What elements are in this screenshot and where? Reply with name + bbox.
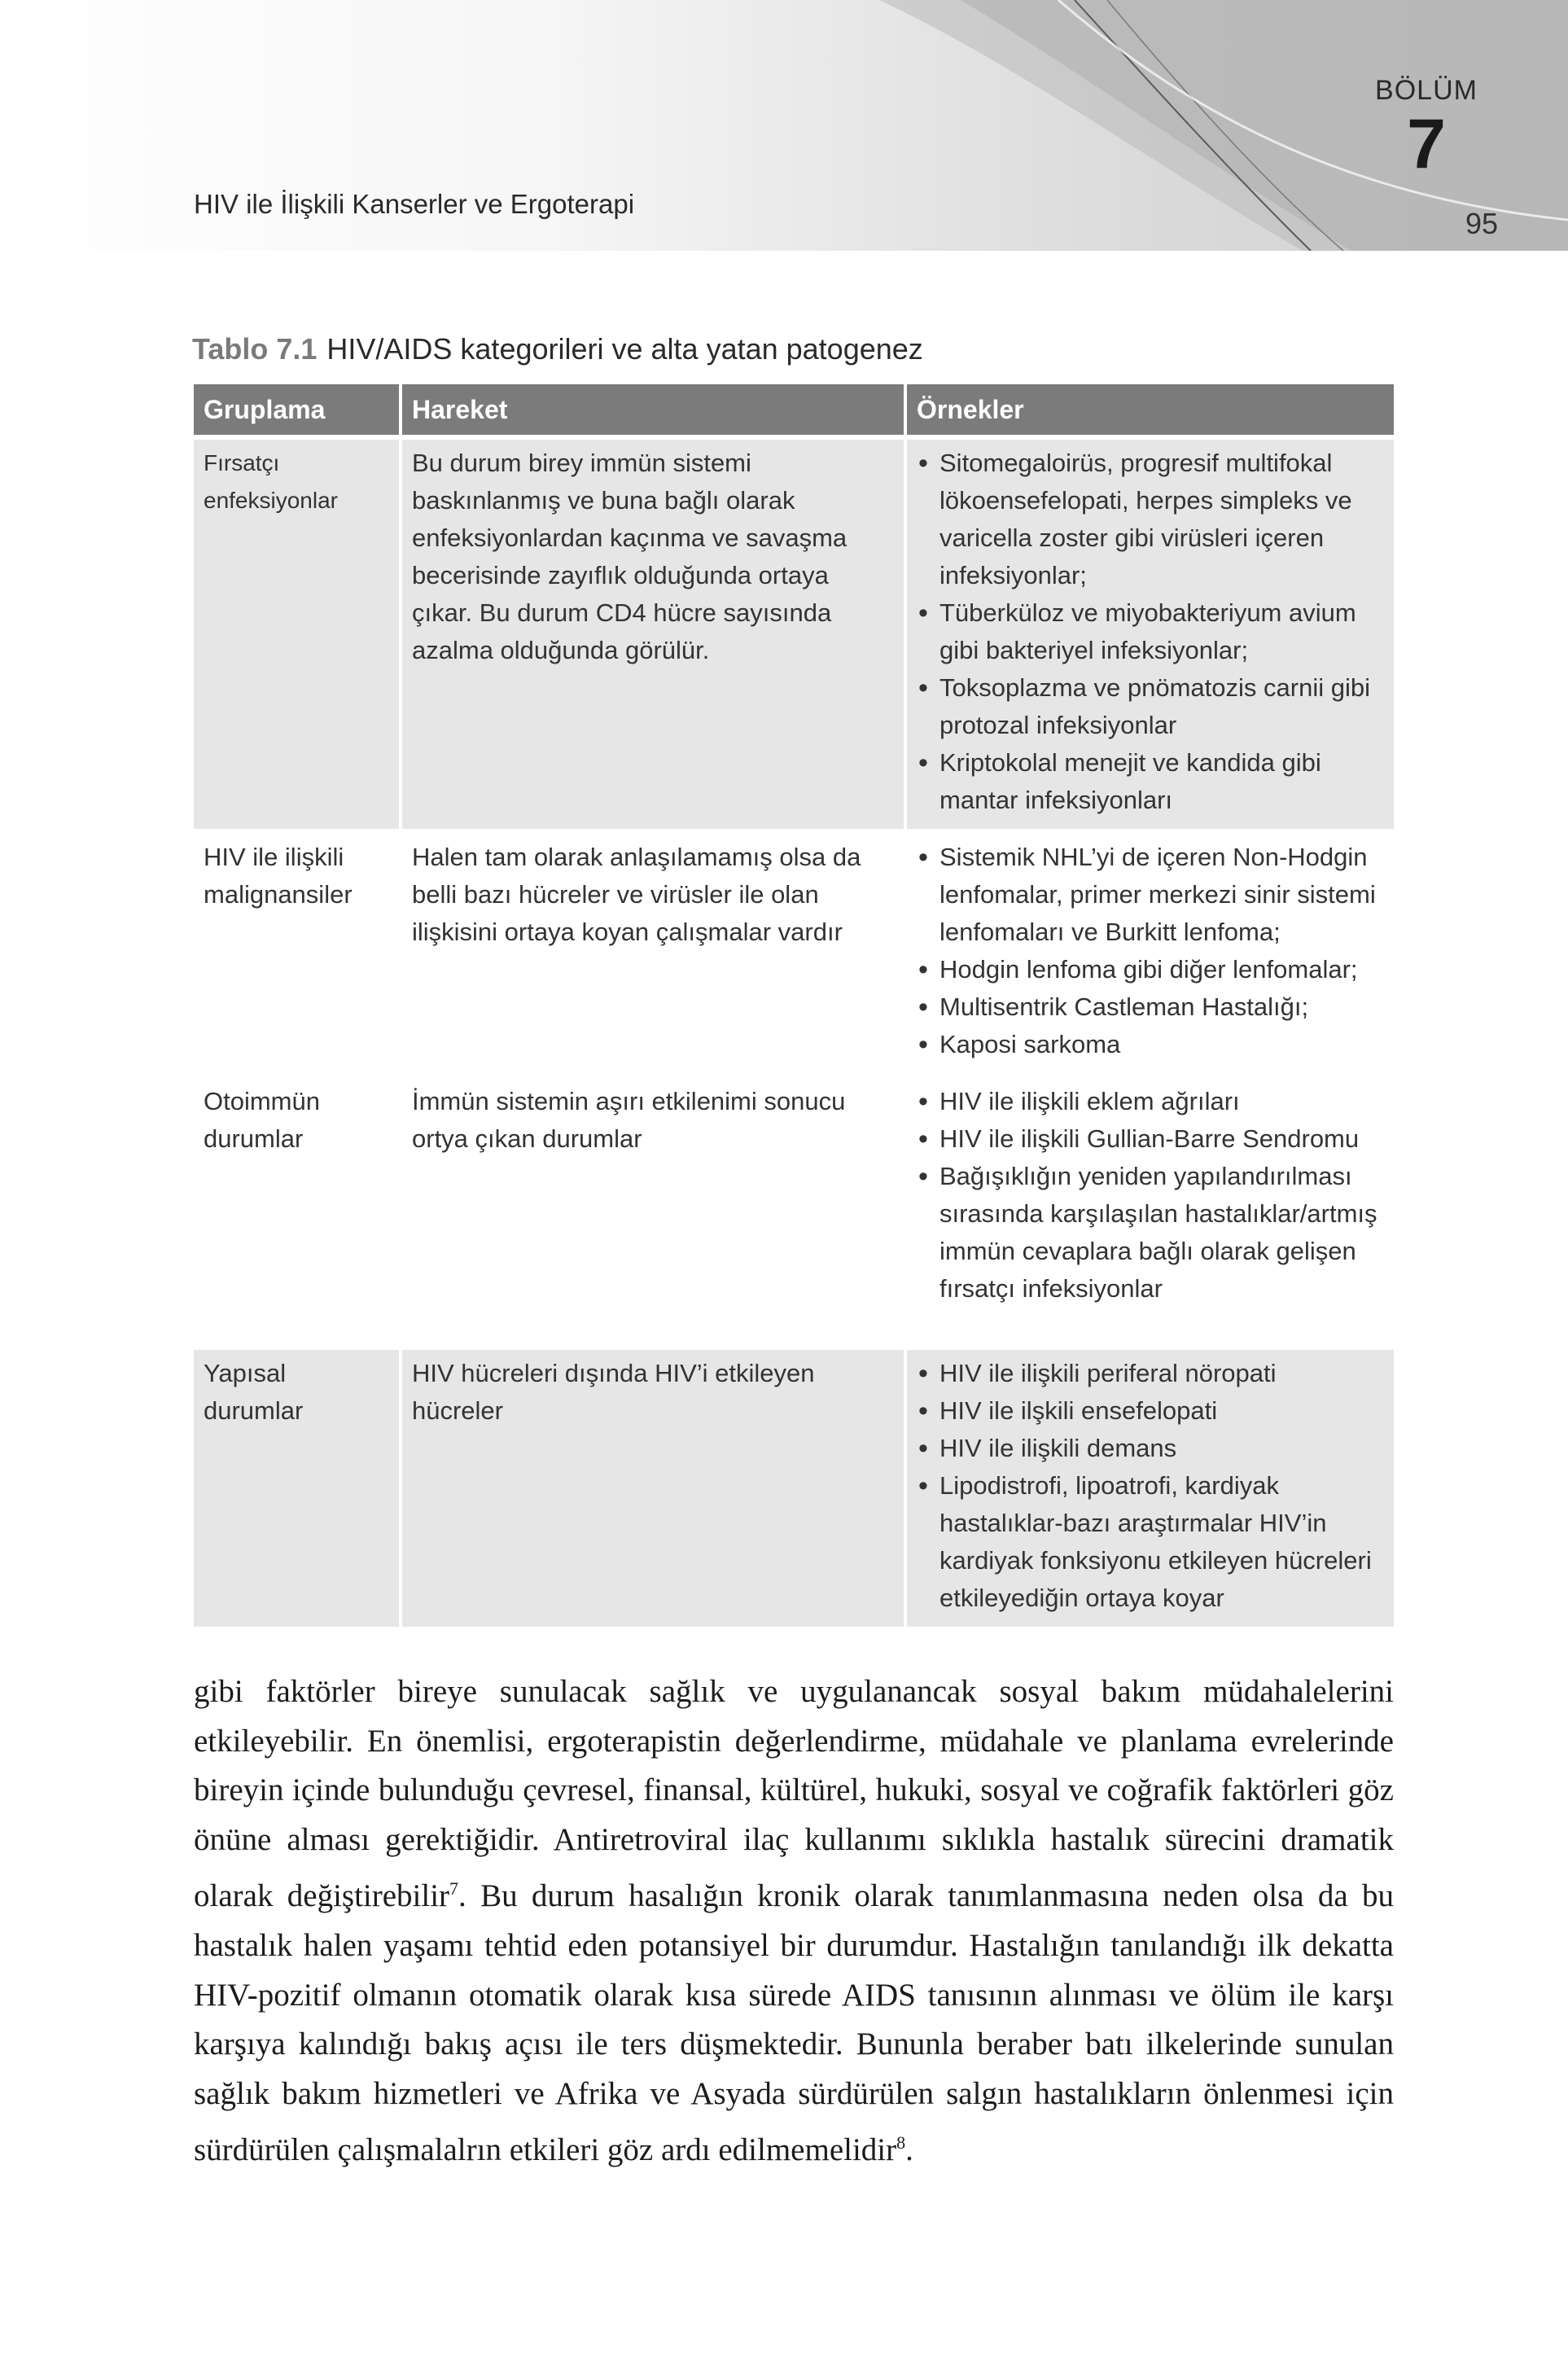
cell-examples [905,831,1394,1076]
cell-group: Fırsatçı enfeksiyonlar [194,437,401,831]
cell-group: Yapısal durumlar [194,1347,401,1627]
body-text-part: . [905,2132,913,2168]
table-row [194,1076,1394,1347]
reference-marker: 7 [449,1878,459,1899]
cell-examples [905,1076,1394,1347]
examples-list [917,1355,1384,1617]
list-item: • Toksoplazma ve pnömatozis carnii gibi protozal infeksiyonlar [917,669,1384,744]
table-row [194,831,1394,1076]
examples-list [917,1083,1384,1308]
cell-action: Bu durum birey immün sistemi baskınlanmış ve buna bağlı olarak enfeksiyonlardan kaçınma ve savaşma becerisinde zayıflık olduğunda ortaya çıkar. Bu durum CD4 hücre sayısında azalma olduğunda görülür. [401,437,905,831]
list-item: • HIV ile ilişkili Gullian-Barre Sendromu [917,1120,1384,1158]
cell-group: HIV ile ilişkili malignansiler [194,831,401,1076]
table-header-row [194,384,1394,437]
page-header [0,0,1568,251]
table-row [194,437,1394,831]
table-row [194,1347,1394,1627]
chapter-number: 7 [1407,105,1446,183]
examples-list [917,839,1384,1063]
list-item: • Multisentrik Castleman Hastalığı; [917,988,1384,1026]
examples-list [917,445,1384,819]
cell-group: Otoimmün durumlar [194,1076,401,1347]
body-text-part: . Bu durum hasalığın kronik olarak tanımlanmasına neden olsa da bu hastalık halen yaşamı tehtid eden potansiyel bir durumdur. Hastalığın tanılandığı ilk dekatta HIV-pozitif olmanın otomatik olarak kısa sürede AIDS tanısının alınması ve ölüm ile karşı karşıya kalındığı bakış açısı ile ters düşmektedir. Bununla beraber batı ilkelerinde sunulan sağlık bakım hizmetleri ve Afrika ve Asyada sürdürülen salgın hastalıkların önlenmesi için sürdürülen çalışmalalrın etkileri göz ardı edilmemelidir [194,1878,1394,2168]
cell-examples [905,437,1394,831]
column-header-examples: Örnekler [905,384,1394,437]
list-item: • HIV ile ilişkili periferal nöropati [917,1355,1384,1392]
list-item: • Bağışıklığın yeniden yapılandırılması sırasında karşılaşılan hastalıklar/artmış immün cevaplara bağlı olarak gelişen fırsatçı infeksiyonlar [917,1158,1384,1308]
list-item: • Sistemik NHL’yi de içeren Non-Hodgin lenfomalar, primer merkezi sinir sistemi lenfomaları ve Burkitt lenfoma; [917,839,1384,951]
reference-marker: 8 [896,2132,906,2153]
list-item: • Kaposi sarkoma [917,1026,1384,1063]
list-item: • Tüberküloz ve miyobakteriyum avium gibi bakteriyel infeksiyonlar; [917,594,1384,669]
page-number: 95 [1465,207,1498,240]
body-text-part: gibi faktörler bireye sunulacak sağlık ve uygulanancak sosyal bakım müdahalelerini etkileyebilir. En önemlisi, ergoterapistin değerlendirme, müdahale ve planlama evrelerinde bireyin içinde bulunduğu çevresel, finansal, kültürel, hukuki, sosyal ve coğrafik faktörleri göz önüne alması gerektiğidir. Antiretroviral ilaç kullanımı sıklıkla hastalık sürecini dramatik olarak değiştirebilir [194,1674,1394,1914]
column-header-grouping: Gruplama [194,384,401,437]
list-item: • HIV ile ilişkili demans [917,1430,1384,1467]
list-item: • Kriptokolal menejit ve kandida gibi mantar infeksiyonları [917,744,1384,819]
table-caption-text: HIV/AIDS kategorileri ve alta yatan patogenez [326,332,923,366]
list-item: • Sitomegaloirüs, progresif multifokal lökoensefelopati, herpes simpleks ve varicella zoster gibi virüsleri içeren infeksiyonlar; [917,445,1384,594]
chapter-label: BÖLÜM [1375,75,1478,106]
column-header-action: Hareket [401,384,905,437]
list-item: • Lipodistrofi, lipoatrofi, kardiyak hastalıklar-bazı araştırmalar HIV’in kardiyak fonksiyonu etkileyen hücreleri etkileyediğin ortaya koyar [917,1467,1384,1617]
pathogenesis-table-container [194,384,1394,1627]
cell-examples [905,1347,1394,1627]
list-item: • HIV ile ilşkili ensefelopati [917,1392,1384,1430]
cell-action: HIV hücreleri dışında HIV’i etkileyen hücreler [401,1347,905,1627]
list-item: • HIV ile ilişkili eklem ağrıları [917,1083,1384,1120]
body-paragraph [194,1667,1394,2175]
running-title: HIV ile İlişkili Kanserler ve Ergoterapi [194,189,635,219]
cell-action: Halen tam olarak anlaşılamamış olsa da belli bazı hücreler ve virüsler ile olan ilişkisini ortaya koyan çalışmalar vardır [401,831,905,1076]
table-caption-label: Tablo 7.1 [192,332,318,366]
list-item: • Hodgin lenfoma gibi diğer lenfomalar; [917,951,1384,988]
table-caption [192,332,923,366]
cell-action: İmmün sistemin aşırı etkilenimi sonucu ortya çıkan durumlar [401,1076,905,1347]
pathogenesis-table [194,384,1394,1627]
